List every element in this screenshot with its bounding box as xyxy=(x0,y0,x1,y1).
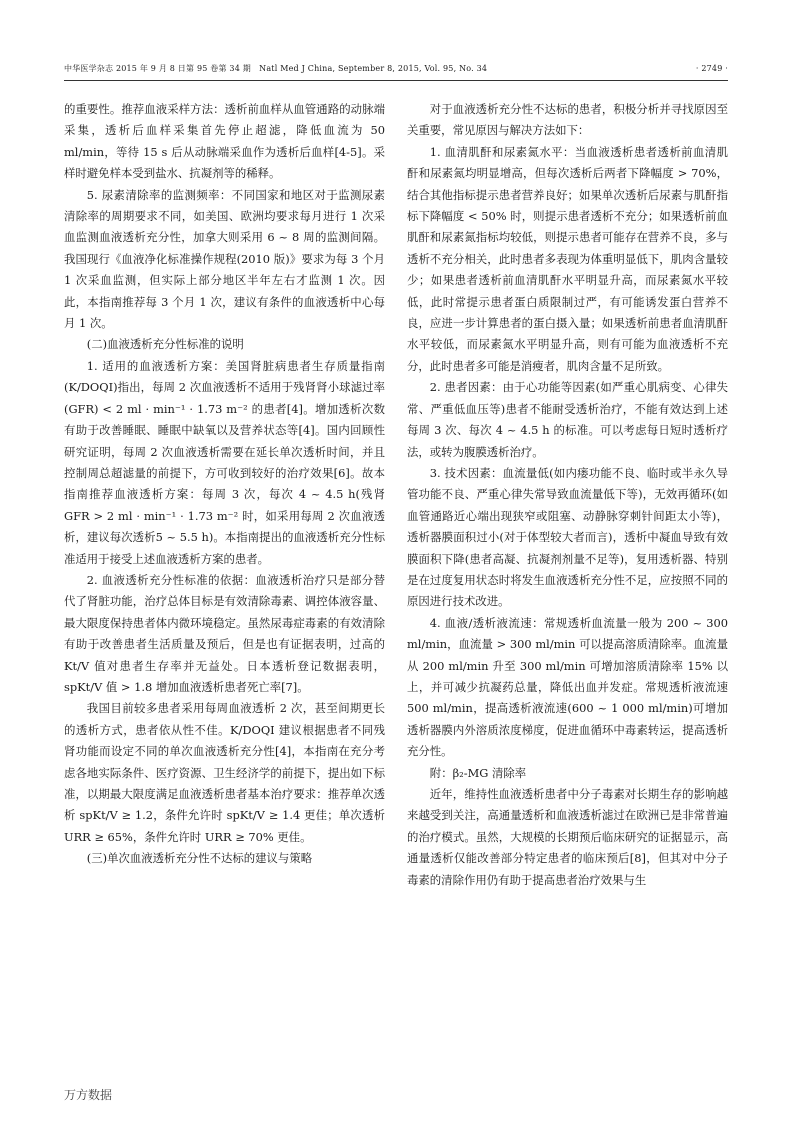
footer-watermark: 万方数据 xyxy=(64,1088,113,1102)
paragraph: 的重要性。推荐血液采样方法：透析前血样从血管通路的动脉端采集，透析后血样采集首先停止超滤，降低血流为 50 ml/min，等待 15 s 后从动脉端采血作为透析后血样[4-5]。采样时避免样本受到盐水、抗凝剂等的稀释。 xyxy=(64,102,385,181)
right-column xyxy=(407,99,728,891)
journal-citation: 中华医学杂志 2015 年 9 月 8 日第 95 卷第 34 期 Natl Med J China, September 8, 2015, Vol. 95, No. 34 xyxy=(64,64,488,73)
paragraph: 近年，维持性血液透析患者中分子毒素对长期生存的影响越来越受到关注，高通量透析和血液透析滤过在欧洲已是非常普遍的治疗模式。虽然，大规模的长期预后临床研究的证据显示，高通量透析仅能改善部分特定患者的临床预后[8]，但其对中分子毒素的清除作用仍有助于提高患者治疗效果与生 xyxy=(407,787,728,887)
section-heading: (二)血液透析充分性标准的说明 xyxy=(86,337,244,352)
running-header xyxy=(64,62,728,76)
paragraph: 对于血液透析充分性不达标的患者，积极分析并寻找原因至关重要，常见原因与解决方法如下： xyxy=(407,102,728,138)
appendix-heading: 附：β₂-MG 清除率 xyxy=(429,765,527,780)
paragraph: 5. 尿素清除率的监测频率：不同国家和地区对于监测尿素清除率的周期要求不同，如美国、欧洲均要求每月进行 1 次采血监测血液透析充分性，加拿大则采用 6 ~ 8 周的监测间隔。我国现行《血液净化标准操作规程(2010 版)》要求为每 3 个月 1 次采血监测，但实际上部分地区半年左右才监测 1 次。因此，本指南推荐每 3 个月 1 次，建议有条件的血液透析中心每月 1 次。 xyxy=(64,187,385,331)
paragraph: 1. 血清肌酐和尿素氮水平：当血液透析患者透析前血清肌酐和尿素氮均明显增高，但每次透析后两者下降幅度 > 70%，结合其他指标提示患者营养良好；如果单次透析后尿素与肌酐指标下降幅度 < 50% 时，则提示患者透析不充分；如果透析前血肌酐和尿素氮指标均较低，则提示患者可能存在营养不良，多与透析不充分相关，此时患者多表现为体重明显低下，肌肉含量较少；如果患者透析前血清肌酐水平明显升高，而尿素氮水平较低，此时常提示患者蛋白质限制过严，有可能诱发蛋白营养不良，应进一步计算患者的蛋白摄入量；如果透析前患者血清肌酐水平较低，而尿素氮水平明显升高，则有可能为血液透析不充分，此时患者多可能是消瘦者，肌肉含量不足所致。 xyxy=(407,144,728,373)
left-column xyxy=(64,99,385,870)
paragraph: 我国目前较多患者采用每周血液透析 2 次，甚至间期更长的透析方式，患者依从性不佳。K/DOQI 建议根据患者不同残肾功能而设定不同的单次血液透析充分性[4]，本指南在充分考虑各地实际条件、医疗资源、卫生经济学的前提下，提出如下标准，以期最大限度满足血液透析患者基本治疗要求：推荐单次透析 spKt/V ≥ 1.2，条件允许时 spKt/V ≥ 1.4 更佳；单次透析 URR ≥ 65%，条件允许时 URR ≥ 70% 更佳。 xyxy=(64,701,385,844)
paragraph: 4. 血液/透析液流速：常规透析血流量一般为 200 ~ 300 ml/min，血流量 > 300 ml/min 可以提高溶质清除率。血流量从 200 ml/min 升至 300 ml/min 可增加溶质清除率 15% 以上，并可减少抗凝药总量，降低出血并发症。常规透析液流速 500 ml/min，提高透析液流速(600 ~ 1 000 ml/min)可增加透析器膜内外溶质浓度梯度，促进血循环中毒素转运，提高透析充分性。 xyxy=(407,615,728,759)
section-heading: (三)单次血液透析充分性不达标的建议与策略 xyxy=(86,851,313,866)
paragraph: 2. 患者因素：由于心功能等因素(如严重心肌病变、心律失常、严重低血压等)患者不能耐受透析治疗，不能有效达到上述每周 3 次、每次 4 ~ 4.5 h 的标准。可以考虑每日短时透析疗法，或转为腹膜透析治疗。 xyxy=(407,380,728,459)
paragraph: 2. 血液透析充分性标准的依据：血液透析治疗只是部分替代了肾脏功能，治疗总体目标是有效清除毒素、调控体液容量、最大限度保持患者体内微环境稳定。虽然尿毒症毒素的有效清除有助于改善患者生活质量及预后，但是也有证据表明，过高的 Kt/V 值对患者生存率并无益处。日本透析登记数据表明，spKt/V 值 > 1.8 增加血液透析患者死亡率[7]。 xyxy=(64,572,385,694)
page-number: · 2749 · xyxy=(695,64,728,73)
paragraph: 1. 适用的血液透析方案：美国肾脏病患者生存质量指南(K/DOQI)指出，每周 2 次血液透析不适用于残肾肾小球滤过率(GFR) < 2 ml · min⁻¹ · 1.73 m⁻² 的患者[4]。增加透析次数有助于改善睡眠、睡眠中缺氧以及营养状态等[4]。国内回顾性研究证明，每周 2 次血液透析需要在延长单次透析时间，并且控制周总超滤量的前提下，方可收到较好的治疗效果[6]。故本指南推荐血液透析方案：每周 3 次，每次 4 ~ 4.5 h(残肾 GFR > 2 ml · min⁻¹ · 1.73 m⁻² 时，如采用每周 2 次血液透析，建议每次透析5 ~ 5.5 h)。本指南提出的血液透析充分性标准适用于接受上述血液透析方案的患者。 xyxy=(64,358,385,566)
paragraph: 3. 技术因素：血流量低(如内瘘功能不良、临时或半永久导管功能不良、严重心律失常导致血流量低下等)，无效再循环(如血管通路近心端出现狭窄或阻塞、动静脉穿刺针间距太小等)，透析器膜面积过小(对于体型较大者而言)，透析中凝血导致有效膜面积下降(患者高凝、抗凝剂剂量不足等)，复用透析器、特别是在过度复用状态时将发生血液透析充分性不足，应按照不同的原因进行技术改进。 xyxy=(407,465,728,609)
header-rule xyxy=(64,80,728,81)
